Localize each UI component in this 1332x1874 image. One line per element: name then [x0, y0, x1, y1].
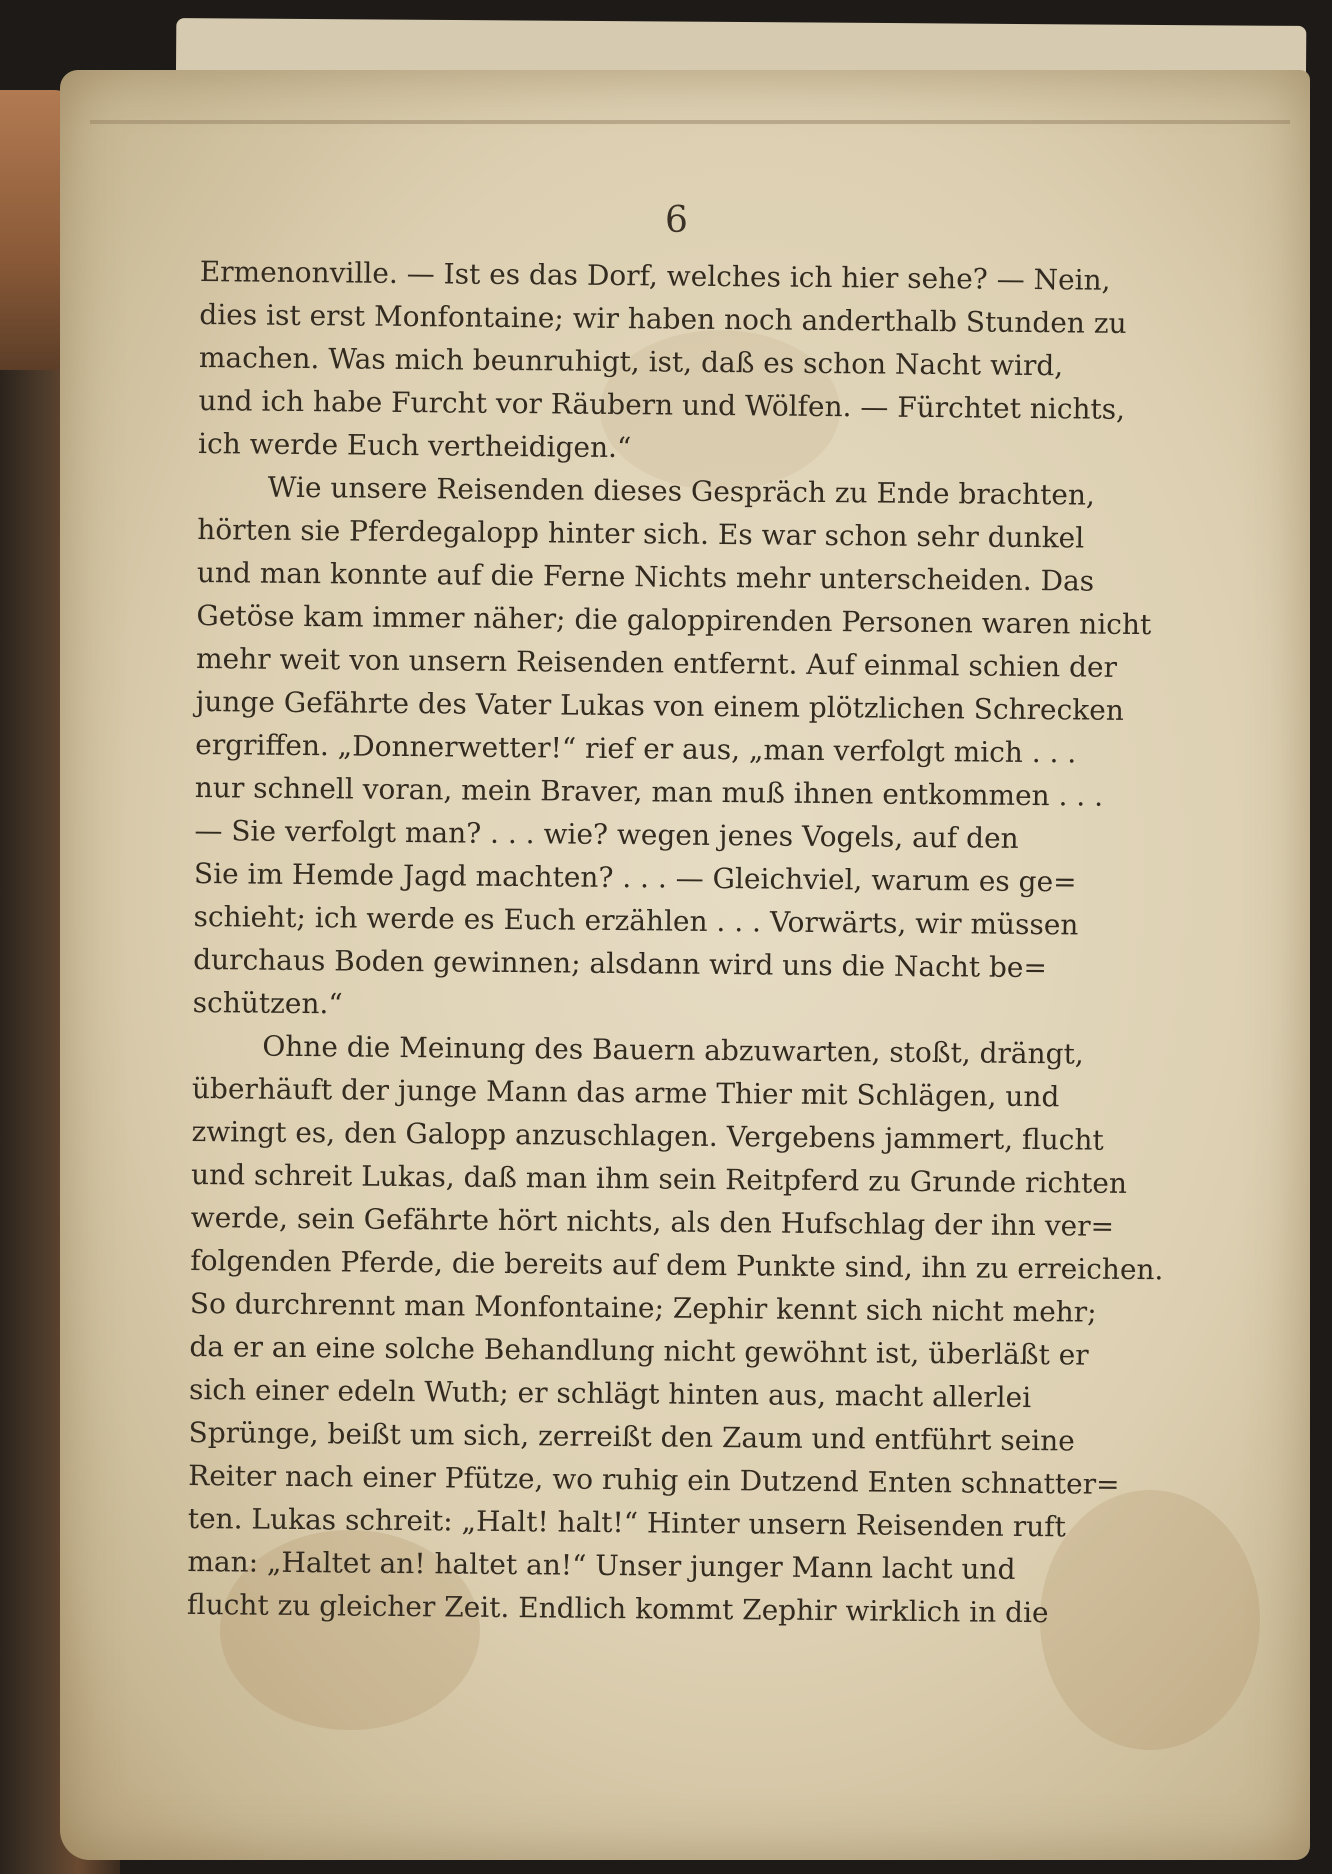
text-line: man: „Haltet an! haltet an!“ Unser junger Mann lacht und: [187, 1544, 1016, 1586]
text-line: Ohne die Meinung des Bauern abzuwarten, stoßt, drängt,: [262, 1029, 1084, 1071]
text-line: Wie unsere Reisenden dieses Gespräch zu Ende brachten,: [267, 470, 1096, 512]
book-page: [60, 70, 1310, 1860]
text-line: Sie im Hemde Jagd machten? . . . — Gleichviel, warum es ge=: [193, 856, 1077, 899]
text-line: und ich habe Furcht vor Räubern und Wölfen. — Fürchtet nichts,: [198, 383, 1126, 426]
text-line: folgenden Pferde, die bereits auf dem Punkte sind, ihn zu erreichen.: [190, 1243, 1164, 1287]
text-line: überhäuft der junge Mann das arme Thier mit Schlägen, und: [191, 1071, 1060, 1114]
paragraph-3: [187, 1024, 1193, 1636]
text-line: flucht zu gleicher Zeit. Endlich kommt Zephir wirklich in die: [186, 1587, 1049, 1630]
body-text: [187, 250, 1200, 1636]
text-line: werde, sein Gefährte hört nichts, als den Hufschlag der ihn ver=: [190, 1200, 1115, 1243]
text-line: Ermenonville. — Ist es das Dorf, welches ich hier sehe? — Nein,: [199, 254, 1111, 297]
paragraph-2: [193, 465, 1198, 1034]
text-line: Reiter nach einer Pfütze, wo ruhig ein Dutzend Enten schnatter=: [188, 1458, 1120, 1501]
text-line: nur schnell voran, mein Braver, man muß ihnen entkommen . . .: [194, 770, 1104, 813]
text-line: und schreit Lukas, daß man ihm sein Reitpferd zu Grunde richten: [190, 1157, 1128, 1200]
text-line: schützen.“: [192, 985, 343, 1021]
text-line: zwingt es, den Galopp anzuschlagen. Vergebens jammert, flucht: [191, 1114, 1104, 1157]
text-line: Getöse kam immer näher; die galoppirenden Personen waren nicht: [196, 598, 1152, 642]
text-line: ich werde Euch vertheidigen.“: [197, 426, 632, 465]
text-line: da er an eine solche Behandlung nicht gewöhnt ist, überläßt er: [189, 1329, 1089, 1372]
text-line: ergriffen. „Donnerwetter!“ rief er aus, „man verfolgt mich . . .: [195, 727, 1077, 770]
text-line: hörten sie Pferdegalopp hinter sich. Es war schon sehr dunkel: [197, 512, 1085, 555]
text-line: durchaus Boden gewinnen; alsdann wird uns die Nacht be=: [193, 942, 1048, 985]
text-line: sich einer edeln Wuth; er schlägt hinten aus, macht allerlei: [188, 1372, 1032, 1415]
text-line: junge Gefährte des Vater Lukas von einem plötzlichen Schrecken: [195, 684, 1125, 727]
text-line: Sprünge, beißt um sich, zerreißt den Zaum und entführt seine: [188, 1415, 1076, 1458]
page-number: 6: [665, 200, 688, 241]
text-line: und man konnte auf die Ferne Nichts mehr unterscheiden. Das: [196, 555, 1095, 598]
text-line: machen. Was mich beunruhigt, ist, daß es schon Nacht wird,: [198, 340, 1064, 383]
text-line: — Sie verfolgt man? . . . wie? wegen jenes Vogels, auf den: [194, 813, 1019, 855]
text-line: mehr weit von unsern Reisenden entfernt. Auf einmal schien der: [195, 641, 1118, 684]
page-fold-edge: [90, 120, 1290, 124]
text-line: schieht; ich werde es Euch erzählen . . . Vorwärts, wir müssen: [193, 899, 1079, 942]
text-line: So durchrennt man Monfontaine; Zephir kennt sich nicht mehr;: [189, 1286, 1097, 1329]
text-line: dies ist erst Monfontaine; wir haben noch anderthalb Stunden zu: [199, 297, 1127, 340]
text-line: ten. Lukas schreit: „Halt! halt!“ Hinter unsern Reisenden ruft: [187, 1501, 1067, 1544]
paragraph-1: [198, 250, 1200, 475]
